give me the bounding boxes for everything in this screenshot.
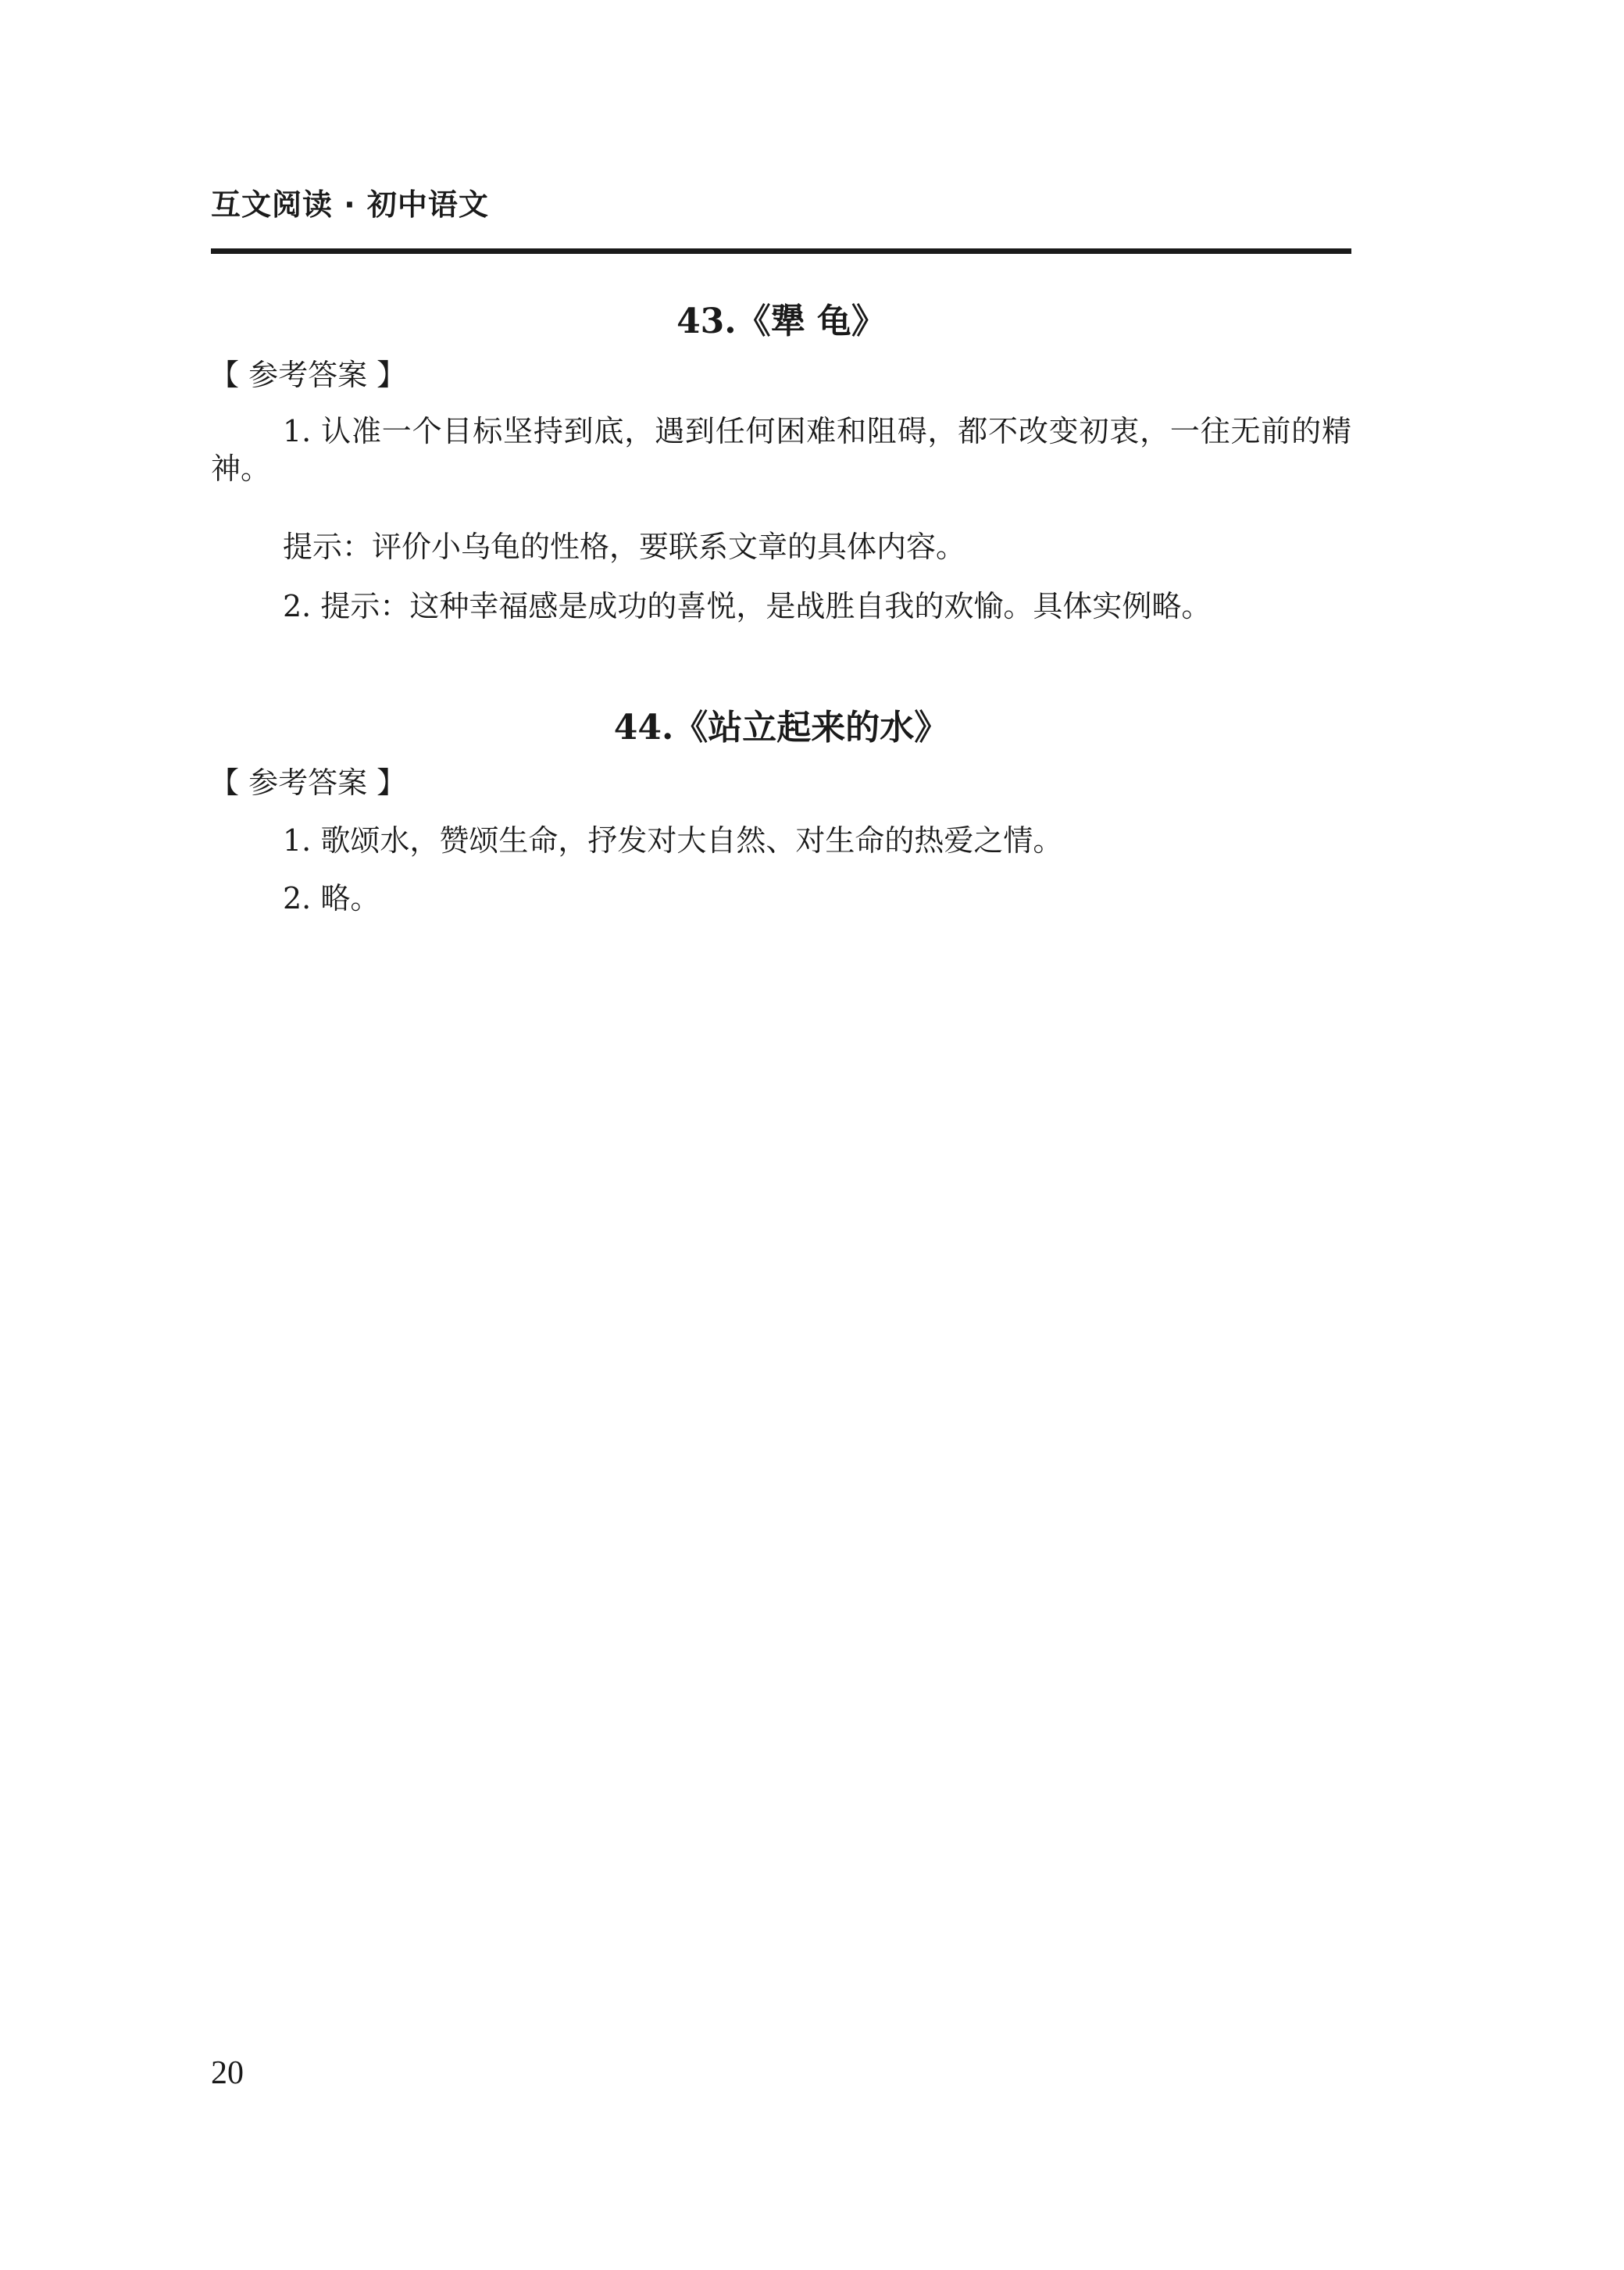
- answer-item-44-1: 1. 歌颂水，赞颂生命，抒发对大自然、对生命的热爱之情。: [283, 823, 1063, 858]
- running-header: 互文阅读 · 初中语文: [211, 187, 489, 222]
- answer-hint-43-1: 提示：评价小乌龟的性格，要联系文章的具体内容。: [283, 530, 966, 564]
- section-title-43: 43.《犟 龟》: [676, 302, 886, 341]
- header-rule: [211, 248, 1351, 254]
- answer-item-43-2: 2. 提示：这种幸福感是成功的喜悦，是战胜自我的欢愉。具体实例略。: [283, 589, 1212, 623]
- page-number: 20: [211, 2055, 244, 2091]
- answer-item-43-1: 1. 认准一个目标坚持到底，遇到任何困难和阻碍，都不改变初衷，一往无前的精神。: [211, 414, 1351, 486]
- answer-label-43: 【 参考答案 】: [209, 358, 407, 392]
- answer-label-44: 【 参考答案 】: [209, 766, 407, 800]
- answer-item-44-2: 2. 略。: [283, 881, 380, 915]
- section-title-44: 44.《站立起来的水》: [613, 708, 949, 748]
